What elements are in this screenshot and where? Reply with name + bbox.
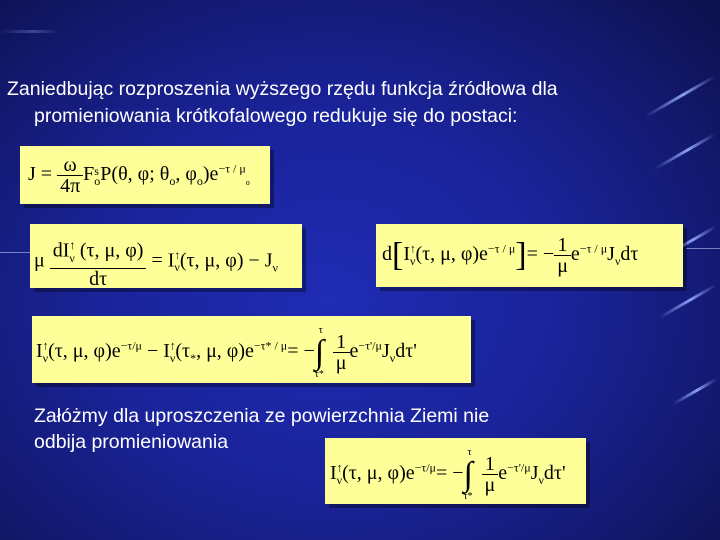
- intro-text-line1: Zaniedbując rozproszenia wyższego rzędu funkcja źródłowa dla: [7, 78, 558, 100]
- assumption-text-line1: Załóżmy dla uproszczenia ze powierzchnia Ziemi nie: [34, 405, 490, 427]
- assumption-text-line2: odbija promieniowania: [34, 431, 229, 453]
- equation-differential-form: $d[I^↑_\nu(\tau$, μ, $\varphi)e^{-\tau / \mu}]=$ − $\frac{1}{\mu}$ $e^{-\tau / \mu}J_\nu d\tau$: [376, 224, 683, 287]
- horizontal-rule-left: [0, 252, 30, 253]
- equation-radiative-transfer: μ $\frac{dI^↑_\nu (\tau, \mu, \varphi)}{d\tau}$ = $I^↑_\nu(\tau$, μ, $\varphi) - J_\nu$: [30, 224, 302, 288]
- equation-final-form: $I^↑_\nu(\tau$, μ, $\varphi)e^{-\tau/\mu}=$ −∫ τ τ* $\frac{1}{\mu}$ $e^{-\tau'/\mu}J_\nu d\tau'$: [325, 438, 586, 504]
- equation-source-function: J = $\frac{\omega}{4\pi}$ F s o P(θ, φ; $\theta_o$, $\varphi_o)e^{-\tau / \mu}_o$: [20, 146, 270, 204]
- equation-integrated-form: $I^↑_\nu(\tau$, μ, $\varphi)e^{-\tau/\mu} - I^↑_\nu(\tau_*$, μ, $\varphi)e^{-\tau* / \mu}=$ −∫ τ τ* $\frac{1}{\mu}$ $e^{-\tau'/\mu}J_\nu d\tau'$: [32, 316, 471, 383]
- intro-text-line2: promieniowania krótkofalowego redukuje się do postaci:: [34, 105, 518, 127]
- horizontal-rule-right: [686, 248, 720, 249]
